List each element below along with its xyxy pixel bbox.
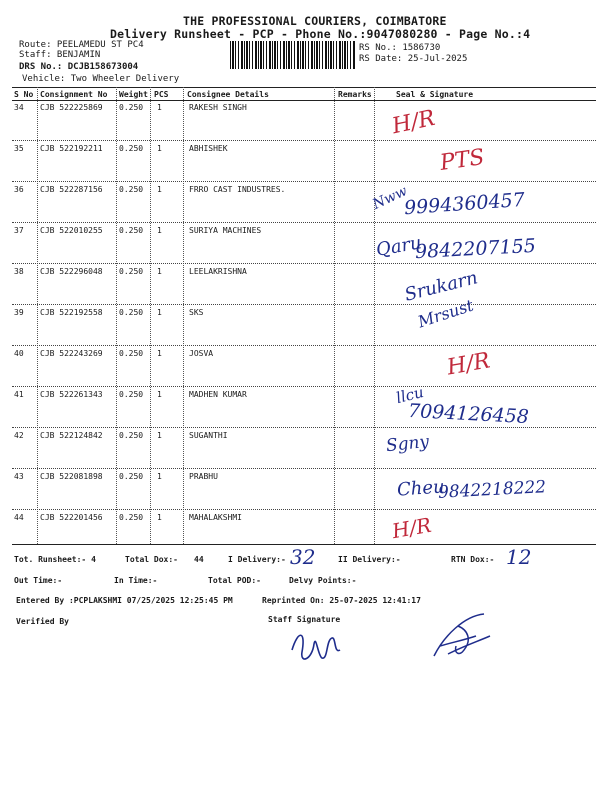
row-consignee: JOSVA [189, 349, 214, 358]
row-sno: 41 [14, 390, 24, 399]
delvy-points-label: Delvy Points:- [289, 576, 357, 585]
row-consignee: SURIYA MACHINES [189, 226, 262, 235]
col-weight: Weight [119, 90, 148, 99]
handwritten-pts-mark: PTS [438, 145, 487, 176]
row-consignment: CJB 522010255 [40, 226, 103, 235]
row-sno: 36 [14, 185, 24, 194]
row-weight: 0.250 [119, 390, 144, 399]
rs-number: RS No.: 1586730 [359, 43, 441, 53]
reprinted-on: Reprinted On: 25-07-2025 12:41:17 [262, 596, 421, 605]
row-sno: 34 [14, 103, 24, 112]
row-separator [12, 222, 596, 223]
staff-signature-label: Staff Signature [268, 615, 341, 624]
verified-by-label: Verified By [16, 617, 69, 626]
row-pcs: 1 [157, 349, 162, 358]
col-divider [150, 87, 151, 544]
rtn-dox-label: RTN Dox:- [451, 555, 495, 564]
row-sno: 35 [14, 144, 24, 153]
rs-date: RS Date: 25-Jul-2025 [359, 54, 468, 64]
row-pcs: 1 [157, 185, 162, 194]
handwritten-signature: Srukarn [402, 267, 480, 306]
col-sno: S No [14, 90, 34, 99]
handwritten-signature: Qaru [374, 232, 424, 261]
table-header-border [12, 100, 596, 101]
row-pcs: 1 [157, 103, 162, 112]
company-name: THE PROFESSIONAL COURIERS, COIMBATORE [183, 14, 447, 28]
handwritten-signature: Cheu [396, 476, 446, 501]
entered-by: Entered By :PCPLAKSHMI 07/25/2025 12:25:45 PM [16, 596, 233, 605]
row-weight: 0.250 [119, 144, 144, 153]
ii-delivery-label: II Delivery:- [338, 555, 401, 564]
row-weight: 0.250 [119, 226, 144, 235]
verifier-signature-scribble [424, 606, 504, 666]
row-consignee: MAHALAKSHMI [189, 513, 242, 522]
col-consignee: Consignee Details [187, 90, 269, 99]
row-weight: 0.250 [119, 308, 144, 317]
row-sno: 43 [14, 472, 24, 481]
handwritten-hr-mark: H/R [445, 348, 493, 381]
row-separator [12, 509, 596, 510]
handwritten-delivered-count: 32 [290, 545, 316, 569]
col-divider [183, 87, 184, 544]
row-consignment: CJB 522192558 [40, 308, 103, 317]
row-consignee: RAKESH SINGH [189, 103, 247, 112]
drs-number: DRS No.: DCJB158673004 [19, 62, 139, 72]
row-sno: 44 [14, 513, 24, 522]
row-sno: 42 [14, 431, 24, 440]
row-pcs: 1 [157, 308, 162, 317]
handwritten-hr-mark: H/R [389, 105, 438, 140]
row-separator [12, 181, 596, 182]
row-separator [12, 263, 596, 264]
handwritten-phone: 9842207155 [414, 234, 537, 264]
row-pcs: 1 [157, 267, 162, 276]
row-weight: 0.250 [119, 513, 144, 522]
col-remarks: Remarks [338, 90, 372, 99]
handwritten-initial: Nww [370, 183, 410, 213]
row-pcs: 1 [157, 226, 162, 235]
col-divider [37, 87, 38, 544]
handwritten-phone: 9842218222 [437, 477, 547, 503]
row-consignee: ABHISHEK [189, 144, 228, 153]
row-separator [12, 345, 596, 346]
row-separator [12, 468, 596, 469]
in-time-label: In Time:- [114, 576, 158, 585]
row-consignment: CJB 522296048 [40, 267, 103, 276]
row-consignment: CJB 522261343 [40, 390, 103, 399]
staff-label: Staff: BENJAMIN [19, 50, 101, 60]
col-divider [374, 87, 375, 544]
handwritten-phone: 9994360457 [403, 188, 526, 220]
row-separator [12, 140, 596, 141]
row-consignment: CJB 522243269 [40, 349, 103, 358]
row-pcs: 1 [157, 431, 162, 440]
row-consignee: SKS [189, 308, 204, 317]
row-pcs: 1 [157, 513, 162, 522]
route-label: Route: PEELAMEDU ST PC4 [19, 40, 144, 50]
row-consignment: CJB 522225869 [40, 103, 103, 112]
row-consignee: LEELAKRISHNA [189, 267, 247, 276]
col-consignment: Consignment No [40, 90, 108, 99]
handwritten-signature: llcu [394, 382, 426, 408]
barcode [230, 41, 355, 69]
row-separator [12, 386, 596, 387]
row-separator [12, 304, 596, 305]
vehicle-label: Vehicle: Two Wheeler Delivery [22, 74, 180, 84]
col-pcs: PCS [154, 90, 169, 99]
row-consignment: CJB 522192211 [40, 144, 103, 153]
row-consignee: SUGANTHI [189, 431, 228, 440]
row-weight: 0.250 [119, 103, 144, 112]
handwritten-signature: Mrsust [415, 295, 476, 332]
row-pcs: 1 [157, 472, 162, 481]
tot-runsheet: Tot. Runsheet:- 4 [14, 555, 96, 564]
table-top-border [12, 87, 596, 88]
row-weight: 0.250 [119, 185, 144, 194]
row-weight: 0.250 [119, 349, 144, 358]
handwritten-phone: 7094126458 [407, 399, 530, 429]
row-consignment: CJB 522201456 [40, 513, 103, 522]
col-seal-signature: Seal & Signature [396, 90, 474, 99]
col-divider [116, 87, 117, 544]
runsheet-title: Delivery Runsheet - PCP - Phone No.:9047080280 - Page No.:4 [110, 27, 531, 41]
row-weight: 0.250 [119, 267, 144, 276]
staff-signature-scribble [288, 620, 348, 670]
total-dox-label: Total Dox:- [125, 555, 178, 564]
row-sno: 38 [14, 267, 24, 276]
row-sno: 37 [14, 226, 24, 235]
row-pcs: 1 [157, 390, 162, 399]
out-time-label: Out Time:- [14, 576, 63, 585]
i-delivery-label: I Delivery:- [228, 555, 286, 564]
col-divider [334, 87, 335, 544]
row-consignee: MADHEN KUMAR [189, 390, 247, 399]
row-sno: 39 [14, 308, 24, 317]
row-pcs: 1 [157, 144, 162, 153]
row-consignment: CJB 522081898 [40, 472, 103, 481]
row-consignee: PRABHU [189, 472, 218, 481]
row-weight: 0.250 [119, 472, 144, 481]
row-consignment: CJB 522124842 [40, 431, 103, 440]
row-consignee: FRRO CAST INDUSTRES. [189, 185, 286, 194]
handwritten-rtn-count: 12 [506, 545, 532, 569]
handwritten-hr-mark: H/R [390, 512, 434, 544]
total-dox-value: 44 [194, 555, 204, 564]
row-consignment: CJB 522287156 [40, 185, 103, 194]
row-sno: 40 [14, 349, 24, 358]
handwritten-signature: Sgny [385, 431, 431, 457]
total-pod-label: Total POD:- [208, 576, 261, 585]
row-weight: 0.250 [119, 431, 144, 440]
